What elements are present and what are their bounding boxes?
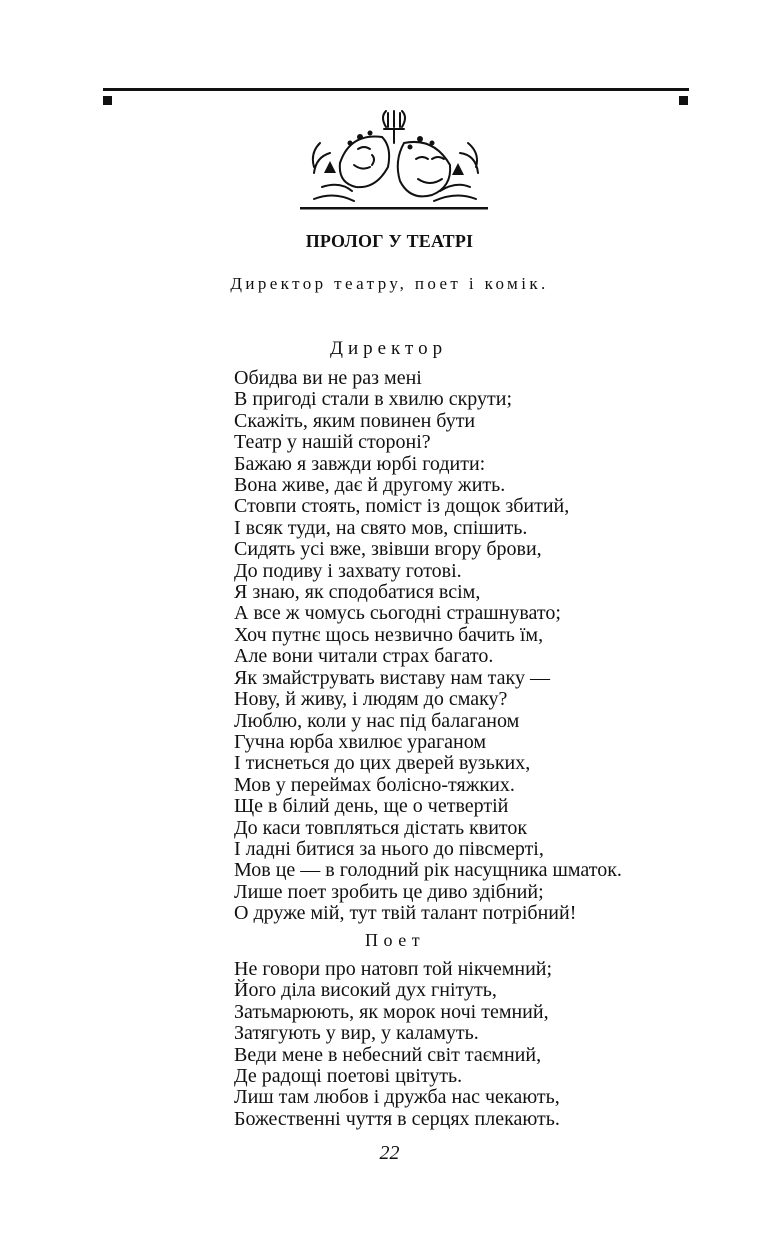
verse-line: В пригоді стали в хвилю скрути;	[234, 388, 513, 411]
speaker-label-director: Директор	[330, 338, 448, 359]
verse-block-director	[234, 368, 622, 925]
verse-line: І всяк туди, на свято мов, спішить.	[234, 516, 528, 539]
verse-line: А все ж чомусь сьогодні страшнувато;	[234, 602, 561, 625]
verse-line: Не говори про натовп той нікчемний;	[234, 958, 553, 980]
verse-line: Ще в білий день, ще о четвертій	[234, 795, 509, 818]
verse-line: Театр у нашій стороні?	[234, 431, 431, 454]
verse-line: Божественні чуття в серцях плекають.	[234, 1107, 560, 1130]
verse-line: Сидять усі вже, звівши вгору брови,	[234, 538, 542, 561]
verse-line: Бажаю я завжди юрбі годити:	[234, 452, 486, 475]
verse-line: Як змайструвать виставу нам таку —	[234, 666, 550, 689]
verse-line: Але вони читали страх багато.	[234, 645, 494, 668]
verse-block-poet	[234, 959, 560, 1130]
corner-mark-right	[679, 96, 688, 105]
verse-line: Затьмарюють, як морок ночі темний,	[234, 1000, 549, 1023]
page-number: 22	[379, 1142, 400, 1164]
verse-line: Скажіть, яким повинен бути	[234, 409, 476, 432]
verse-line: До каси товпляться дістать квиток	[234, 816, 528, 839]
verse-line: Затягують у вир, у каламуть.	[234, 1022, 479, 1045]
verse-line: До подиву і захвату готові.	[234, 559, 462, 582]
verse-line: Де радощі поетові цвітуть.	[234, 1065, 463, 1088]
verse-line: Веди мене в небесний світ таємний,	[234, 1043, 542, 1066]
verse-line: Мов у переймах болісно-тяжких.	[234, 773, 515, 796]
verse-line: Вона живе, дає й другому жить.	[234, 474, 506, 497]
speaker-label-poet: Поет	[365, 930, 426, 950]
verse-line: Я знаю, як сподобатися всім,	[234, 581, 481, 604]
verse-line: О друже мій, тут твій талант потрібний!	[234, 902, 577, 925]
verse-line: Лише поет зробить це диво здібний;	[234, 880, 544, 903]
verse-line: Нову, й живу, і людям до смаку?	[234, 688, 508, 711]
cast-list: Директор театру, поет і комік.	[230, 274, 549, 293]
theatre-masks-lyre-icon	[300, 103, 488, 215]
corner-mark-left	[103, 96, 112, 105]
verse-line: Лиш там любов і дружба нас чекають,	[234, 1086, 560, 1109]
verse-line: Його діла високий дух гнітуть,	[234, 979, 497, 1002]
verse-line: Гучна юрба хвилює ураганом	[234, 730, 487, 753]
verse-line: Люблю, коли у нас під балаганом	[234, 709, 520, 732]
verse-line: Мов це — в голодний рік насущника шматок.	[234, 859, 622, 882]
verse-line: Обидва ви не раз мені	[234, 367, 422, 389]
verse-line: І ладні битися за нього до півсмерті,	[234, 837, 544, 860]
verse-line: Хоч путнє щось незвично бачить їм,	[234, 623, 544, 646]
page-title: ПРОЛОГ У ТЕАТРІ	[305, 231, 474, 251]
verse-line: І тиснеться до цих дверей вузьких,	[234, 752, 531, 775]
top-rule	[103, 88, 689, 91]
verse-line: Стовпи стоять, поміст із дощок збитий,	[234, 495, 570, 518]
